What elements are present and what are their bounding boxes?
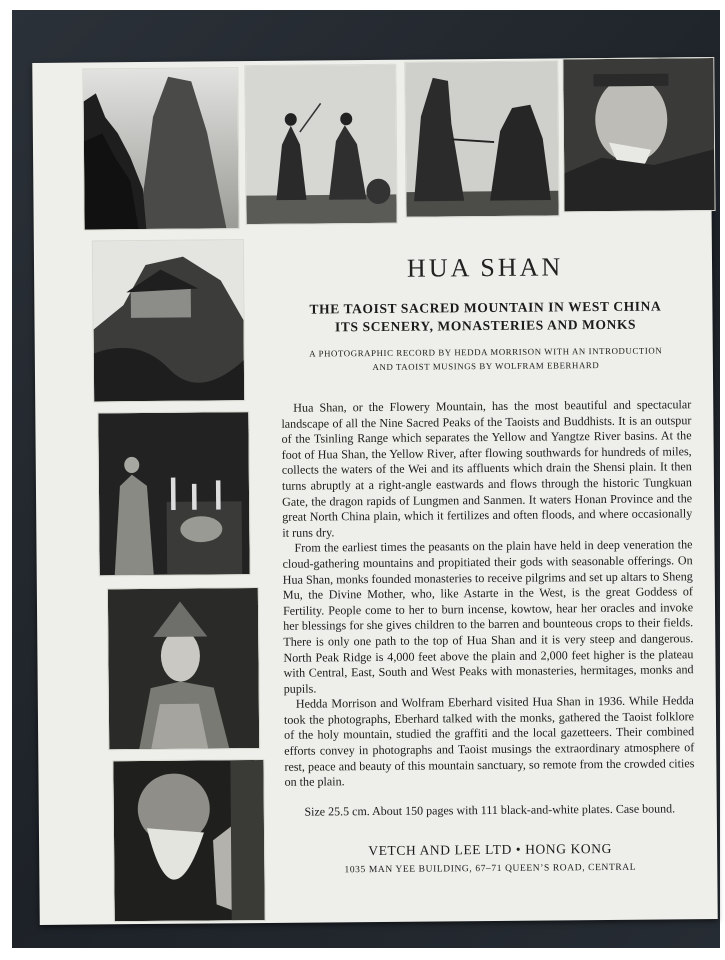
- photo-monk-at-altar: [97, 411, 250, 576]
- photo-cliff-pines: [82, 67, 239, 230]
- book-specifications: Size 25.5 cm. About 150 pages with 111 black-and-white plates. Case bound.: [304, 801, 676, 819]
- publisher-name: VETCH AND LEE LTD • HONG KONG: [368, 840, 613, 858]
- description-paragraph: Hua Shan, or the Flowery Mountain, has the most beautiful and spectacular landscape of all the Nine Sacred Peaks of the Taoists and Buddhists. It is an outspur of the Tsinling Range which separates the Yellow and Yangtze River basins. At the foot of Hua Shan, the Yellow River, after flowing southwards for hundreds of miles, collects the waters of the Wei and its affluents which drain the Shensi plain. It then turns abruptly at a right-angle eastwards and flows through the historic Tungkuan Gate, the dragon rapids of Lungmen and Sanmen. It waters Honan Province and the great North China plain, which it fertilizes and often floods, and where occasionally it runs dry.: [281, 397, 693, 540]
- publisher-address: 1035 MAN YEE BUILDING, 67–71 QUEEN’S ROAD, CENTRAL: [344, 862, 637, 876]
- description-paragraph: From the earliest times the peasants on the plain have held in deep veneration the cloud-gathering mountains and propitiated their gods with seasonable offerings. On Hua Shan, monks founded monasteries to receive pilgrims and set up altars to Sheng Mu, the Divine Mother, who, like Astarte in the West, is the great Goddess of Fertility. People come to her to burn incense, kowtow, hear her oracles and invoke her blessings for she gives children to the barren and bounteous crops to their fields. There is only one path to the top of Hua Shan and it is very steep and dangerous. North Peak Ridge is 4,000 feet above the plain and 2,000 feet higher is the plateau with Central, East, South and West Peaks with monasteries, hermitages, monks and pupils.: [282, 537, 694, 696]
- credits-line-2: AND TAOIST MUSINGS BY WOLFRAM EBERHARD: [372, 360, 600, 373]
- description-text-column: [280, 251, 695, 875]
- photo-monks-sword-fight: [404, 60, 559, 217]
- book-title: HUA SHAN: [406, 252, 564, 283]
- credits-line-1: A PHOTOGRAPHIC RECORD BY HEDDA MORRISON WITH AN INTRODUCTION: [309, 345, 663, 359]
- book-subtitle-line-2: ITS SCENERY, MONASTERIES AND MONKS: [334, 316, 637, 335]
- photo-cliff-temple: [92, 239, 245, 402]
- photo-bearded-monk-praying: [112, 759, 265, 922]
- photo-monks-sword-dance: [244, 64, 397, 225]
- photo-old-monk-portrait: [562, 57, 715, 212]
- book-jacket-back-cover: [32, 57, 717, 925]
- book-subtitle-line-1: THE TAOIST SACRED MOUNTAIN IN WEST CHINA: [309, 298, 662, 317]
- description-paragraph: Hedda Morrison and Wolfram Eberhard visited Hua Shan in 1936. While Hedda took the photographs, Eberhard talked with the monks, gathered the Taoist folklore of the holy mountain, studied the graffiti and the local gazetteers. Their combined efforts convey in photographs and Taoist musings the extraordinary atmosphere of rest, peace and beauty of this mountain sanctuary, so remote from the crowded cities on the plain.: [283, 693, 695, 790]
- description-body: [281, 397, 694, 790]
- photo-goddess-statue: [107, 587, 260, 750]
